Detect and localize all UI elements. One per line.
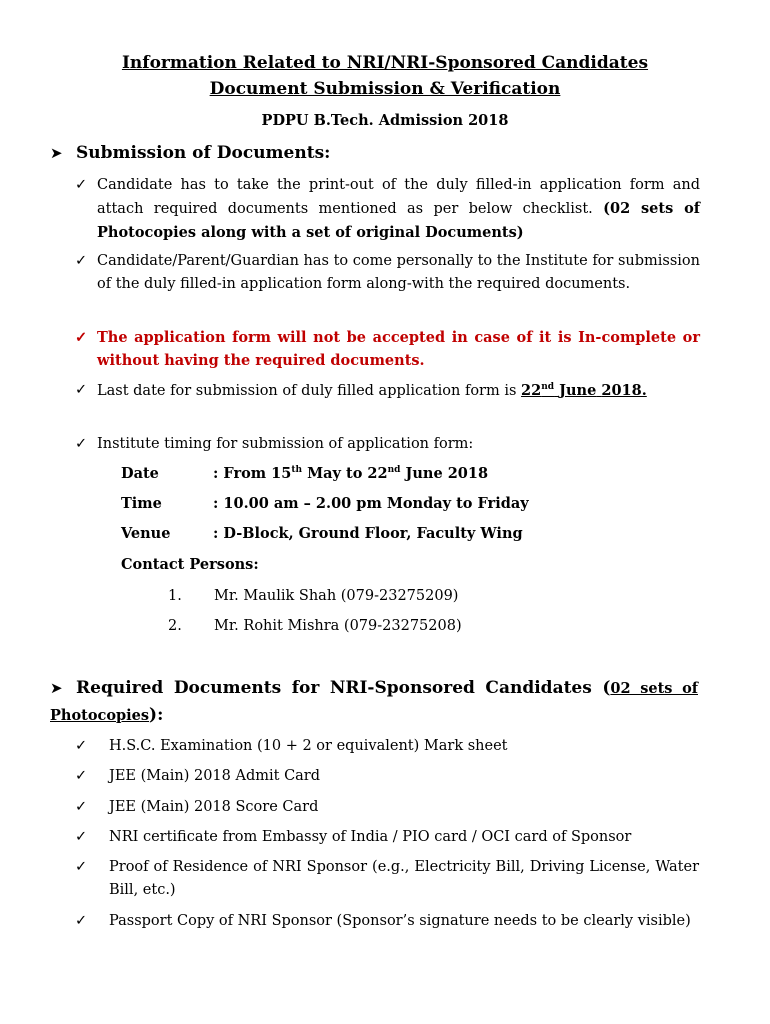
date-mid: May to 22	[302, 465, 388, 482]
section-required-heading	[50, 675, 698, 729]
list-item-text	[97, 379, 700, 403]
document-subtitle: PDPU B.Tech. Admission 2018	[261, 112, 509, 129]
checkmark-icon: ✓	[75, 738, 88, 754]
deadline-day: 22	[521, 382, 542, 399]
contact-name: Mr. Rohit Mishra (079-23275208)	[214, 618, 462, 634]
checkmark-icon: ✓	[75, 859, 88, 875]
date-value	[213, 465, 488, 482]
arrowhead-icon: ➤	[50, 679, 63, 697]
venue-label: Venue	[121, 525, 171, 542]
deadline-month: June	[559, 382, 597, 399]
checkmark-icon: ✓	[75, 253, 88, 269]
document-text: JEE (Main) 2018 Score Card	[109, 799, 319, 815]
checkmark-icon: ✓	[75, 799, 88, 815]
checkmark-icon: ✓	[75, 913, 88, 929]
timing-date-row	[121, 462, 488, 485]
checkmark-icon: ✓	[75, 177, 88, 193]
contact-number: 2.	[168, 618, 182, 634]
deadline-date	[521, 382, 647, 399]
section-heading-underlined: 02 sets of Photocopies	[50, 680, 698, 724]
item-text: Candidate has to take the print-out of the duly filled-in application form and attach required documents mentioned as per below checklist.	[97, 177, 700, 217]
timing-time-row	[121, 492, 529, 515]
section-heading-text: Required Documents for NRI-Sponsored Candidates (	[76, 678, 611, 698]
date-prefix: : From 15	[213, 465, 292, 482]
deadline-day-suffix: nd	[541, 382, 555, 393]
contact-number: 1.	[168, 588, 182, 604]
timing-venue-row	[121, 522, 523, 545]
deadline-year: 2018.	[601, 382, 647, 399]
date-sup: th	[291, 465, 303, 476]
list-item-text: Candidate/Parent/Guardian has to come personally to the Institute for submission of the duly filled-in application form along-with the required documents.	[97, 253, 700, 292]
document-text: H.S.C. Examination (10 + 2 or equivalent) Mark sheet	[109, 738, 508, 754]
date-label: Date	[121, 465, 159, 482]
document-text: NRI certificate from Embassy of India / PIO card / OCI card of Sponsor	[109, 829, 632, 845]
time-label: Time	[121, 495, 162, 512]
item-bold-text: (02 sets of Photocopies along with a set of original Documents)	[97, 200, 701, 241]
document-text: JEE (Main) 2018 Admit Card	[109, 768, 321, 784]
contact-name: Mr. Maulik Shah (079-23275209)	[214, 588, 459, 604]
time-value: : 10.00 am – 2.00 pm Monday to Friday	[213, 495, 529, 512]
checkmark-icon: ✓	[75, 382, 88, 398]
checkmark-icon: ✓	[75, 768, 88, 784]
document-text: Passport Copy of NRI Sponsor (Sponsor’s signature needs to be clearly visible)	[109, 913, 691, 929]
list-item-text: Institute timing for submission of application form:	[97, 436, 474, 452]
document-title-line1: Information Related to NRI/NRI-Sponsored Candidates	[121, 53, 649, 73]
list-item-text	[97, 174, 700, 245]
section-submission-heading	[50, 140, 700, 166]
venue-value: : D-Block, Ground Floor, Faculty Wing	[213, 525, 523, 542]
section-heading-suffix: ):	[149, 705, 164, 725]
date-end: June 2018	[400, 465, 489, 482]
checkmark-icon: ✓	[75, 436, 88, 452]
contact-person	[168, 615, 462, 638]
document-text: Proof of Residence of NRI Sponsor (e.g., Electricity Bill, Driving License, Water Bill, etc.)	[109, 859, 699, 898]
arrowhead-icon: ➤	[50, 144, 63, 162]
document-title-line2: Document Submission & Verification	[209, 79, 561, 99]
contact-persons-heading: Contact Persons:	[121, 556, 259, 573]
contact-person	[168, 585, 458, 608]
checkmark-icon: ✓	[75, 329, 88, 346]
warning-text: The application form will not be accepted in case of it is In-complete or without having the required documents.	[97, 329, 700, 369]
item-text: Last date for submission of duly filled application form is	[97, 383, 517, 399]
checkmark-icon: ✓	[75, 829, 88, 845]
date-sup: nd	[387, 465, 401, 476]
section-heading-text: Submission of Documents:	[76, 143, 331, 163]
